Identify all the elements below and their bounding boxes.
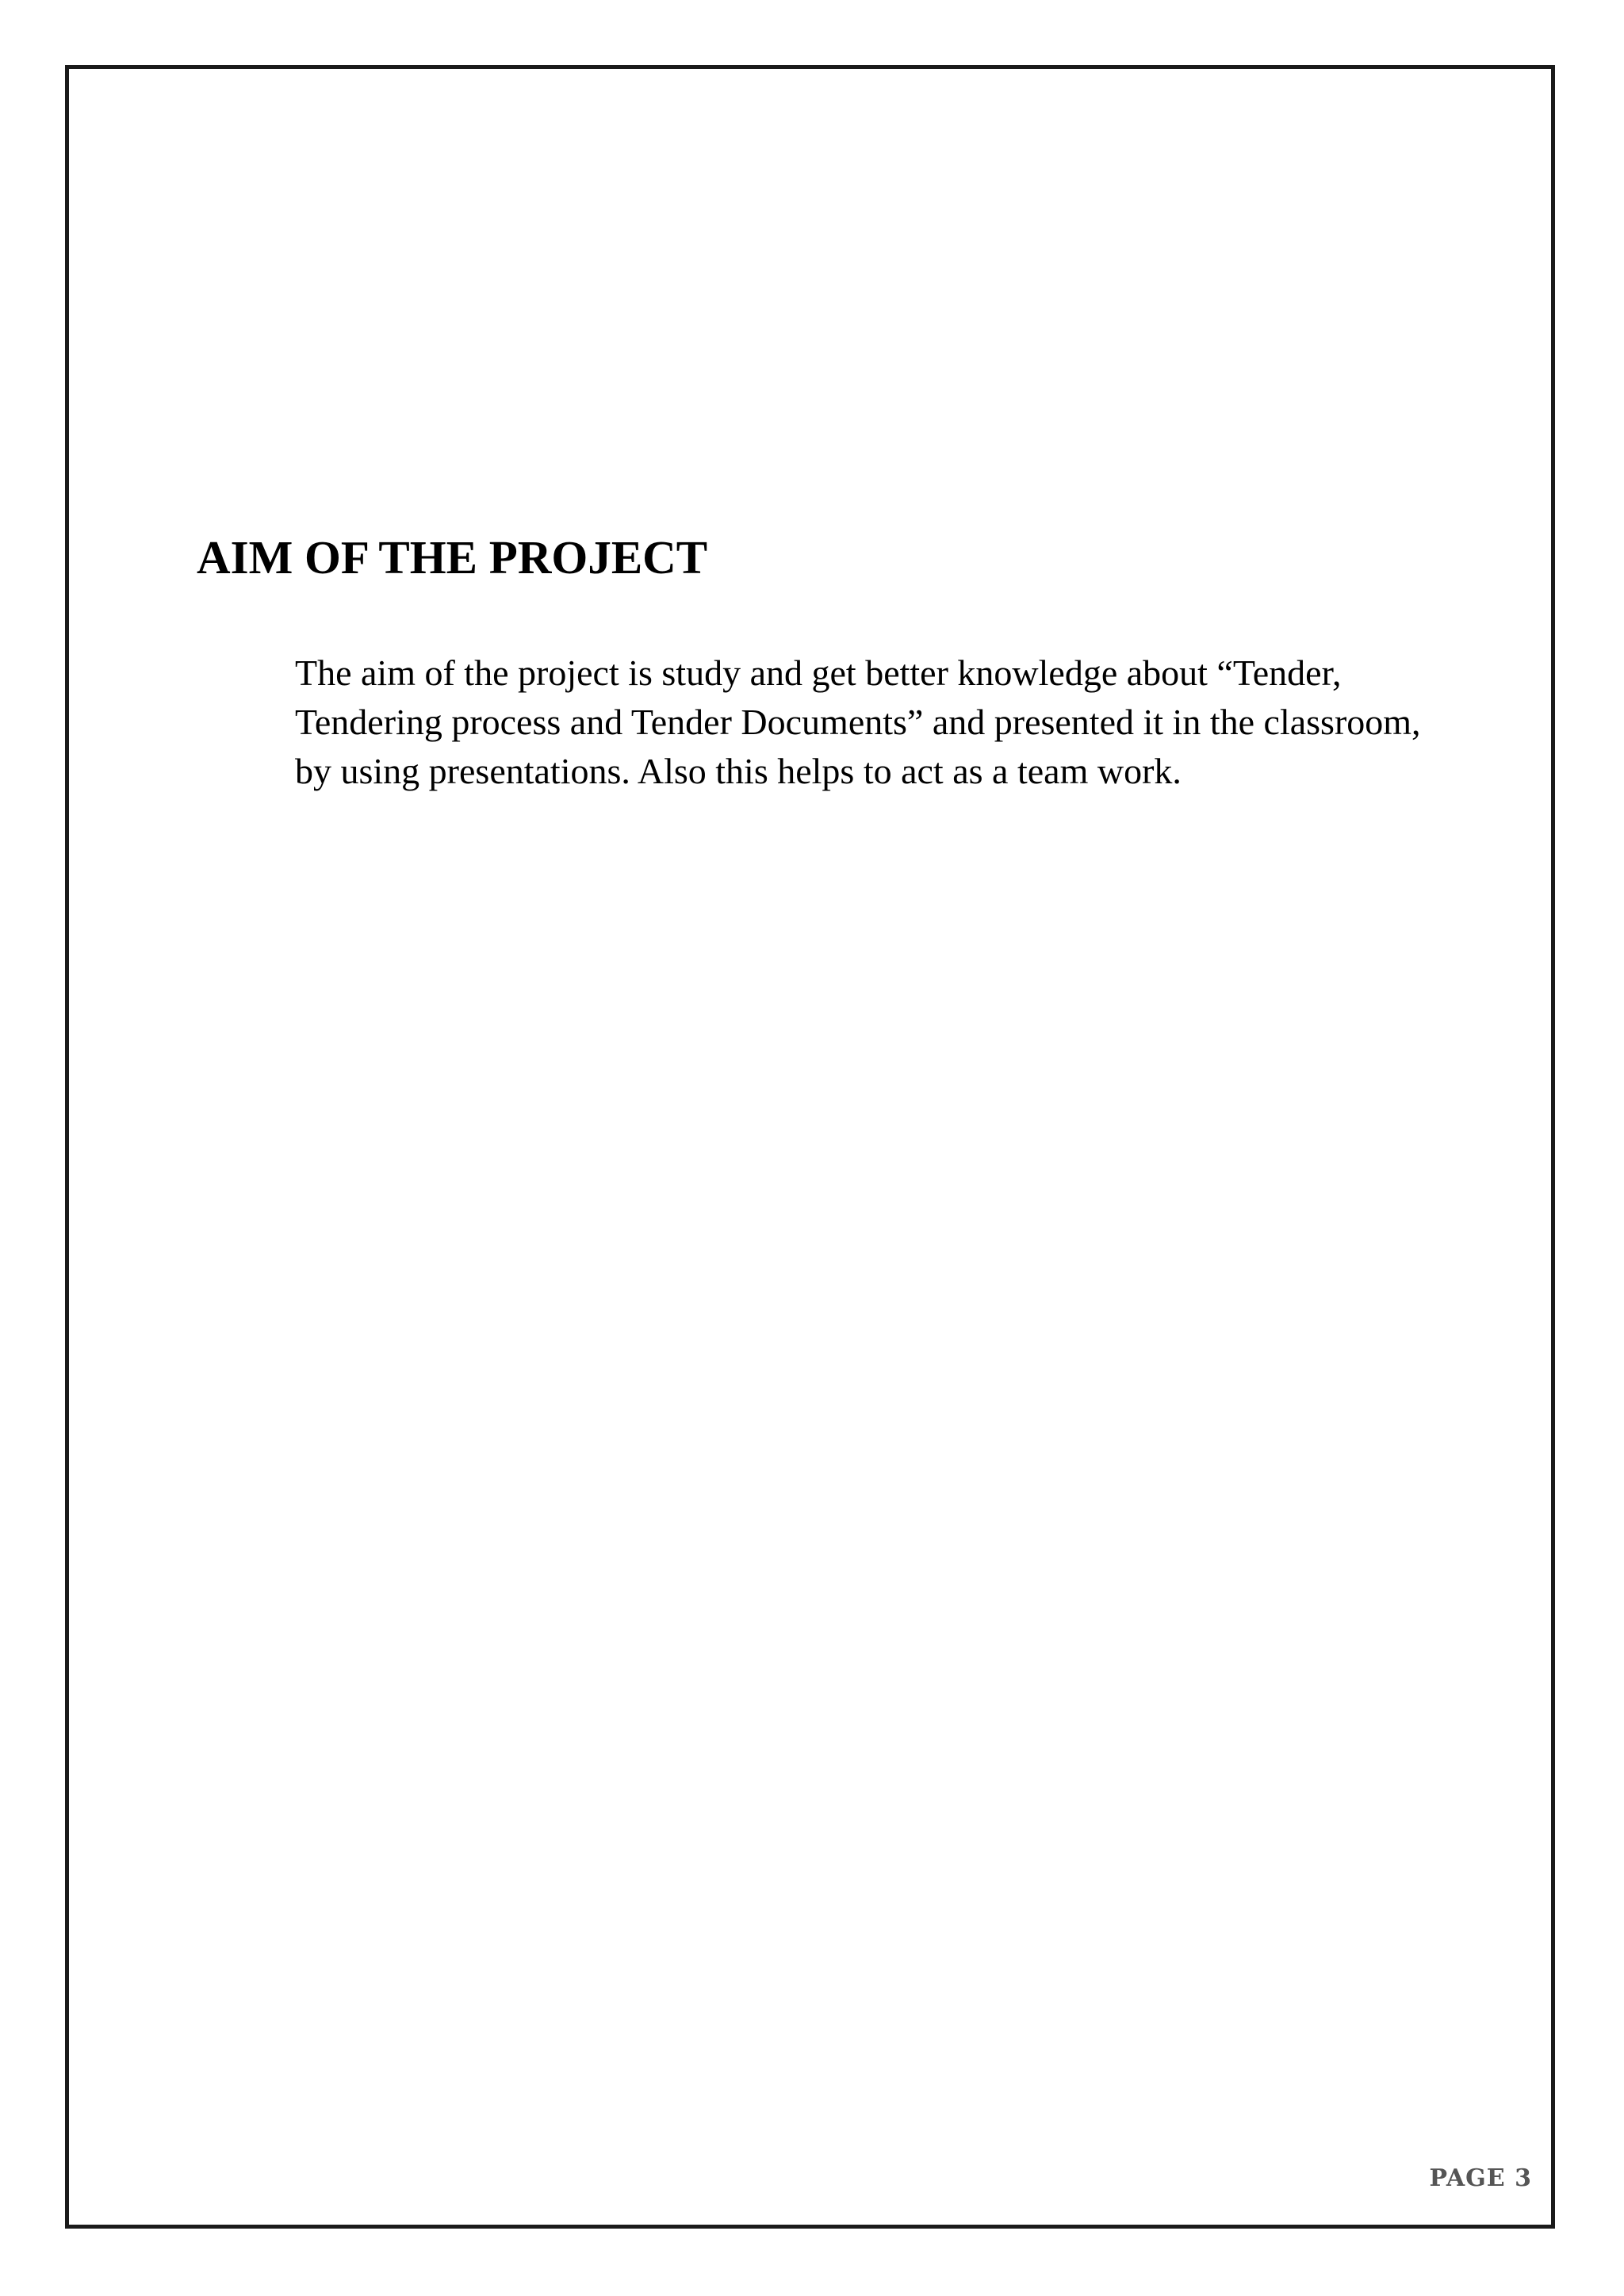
paragraph-line: The aim of the project is study and get better knowledge about “Tender, bbox=[295, 652, 1342, 693]
aim-paragraph bbox=[295, 649, 1532, 796]
section-heading: AIM OF THE PROJECT bbox=[197, 531, 708, 584]
page-border bbox=[65, 65, 1555, 2229]
paragraph-line: Tendering process and Tender Documents” and presented it in the classroom, bbox=[295, 702, 1421, 742]
page-number: PAGE 3 bbox=[1429, 2164, 1532, 2192]
paragraph-line: by using presentations. Also this helps to act as a team work. bbox=[295, 751, 1182, 791]
